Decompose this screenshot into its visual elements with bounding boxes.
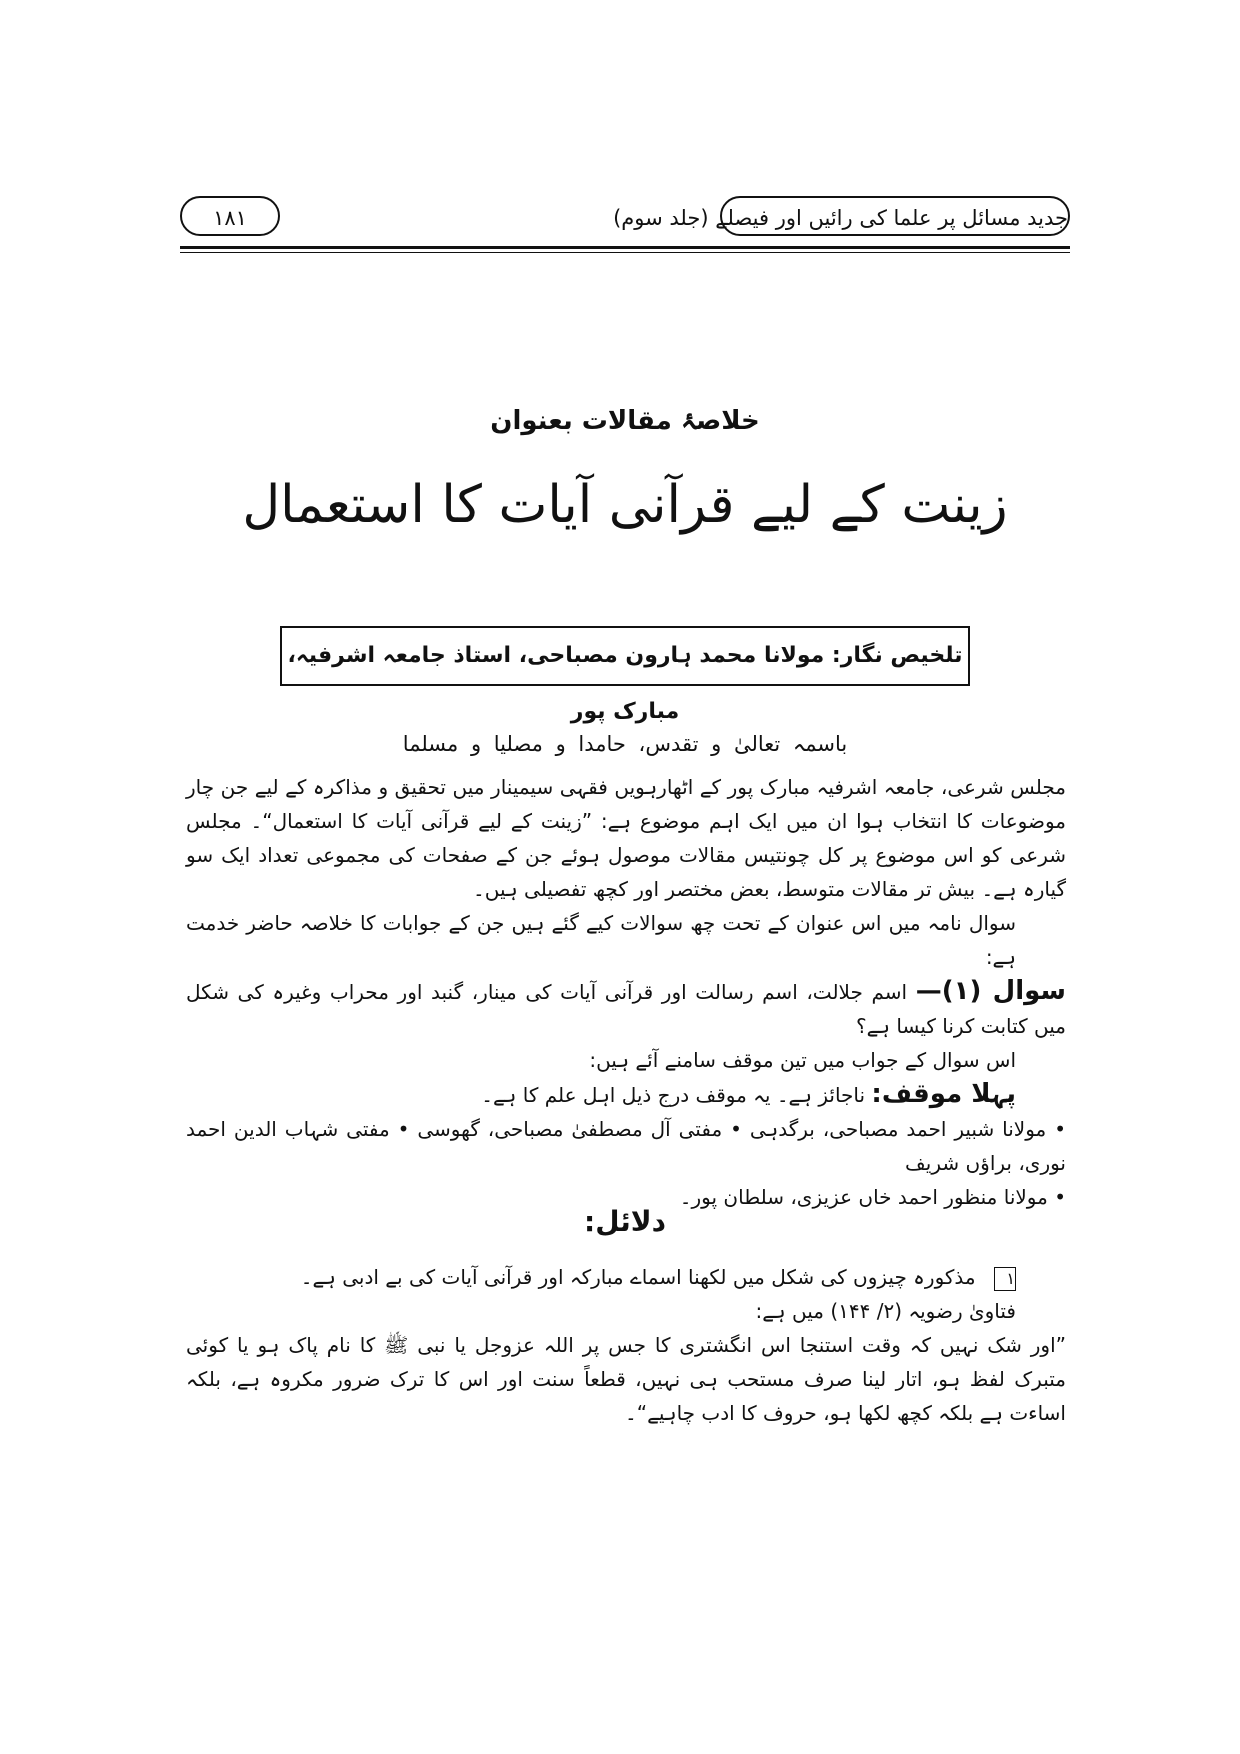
header-rule-thin bbox=[180, 252, 1070, 253]
answers-intro: اس سوال کے جواب میں تین موقف سامنے آئے ہیں: bbox=[589, 1048, 1016, 1072]
evidence-heading: دلائل: bbox=[584, 1205, 666, 1238]
evidence-1 bbox=[186, 1260, 1066, 1294]
question-1 bbox=[186, 974, 1066, 1043]
evidence-number-box: ۱ bbox=[994, 1267, 1016, 1291]
body-section-1 bbox=[186, 770, 1066, 1214]
page-number: ۱۸۱ bbox=[180, 196, 280, 236]
fatawa-reference: فتاویٰ رضویہ (۲/ ۱۴۴) میں ہے: bbox=[755, 1299, 1016, 1323]
evidence-1-text: مذکورہ چیزوں کی شکل میں لکھنا اسماے مبارکہ اور قرآنی آیات کی بے ادبی ہے۔ bbox=[300, 1265, 976, 1289]
header-rule-thick bbox=[180, 246, 1070, 249]
intro-paragraph: مجلس شرعی، جامعہ اشرفیہ مبارک پور کے اٹھارہویں فقہی سیمینار میں تحقیق و مذاکرہ کے لیے جن چار موضوعات کا انتخاب ہوا ان میں ایک اہم موضوع ہے: ”زینت کے لیے قرآنی آیات کا استعمال“۔ مجلس شرعی کو اس موضوع پر کل چونتیس مقالات موصول ہوئے جن کے صفحات کی مجموعی تعداد ایک سو گیارہ ہے۔ بیش تر مقالات متوسط، بعض مختصر اور کچھ تفصیلی ہیں۔ bbox=[186, 775, 1066, 901]
scholars-line-2: • مولانا منظور احمد خاں عزیزی، سلطان پور۔ bbox=[679, 1185, 1066, 1209]
quotation: ”اور شک نہیں کہ وقت استنجا اس انگشتری کا جس پر اللہ عزوجل یا نبی ﷺ کا نام پاک ہو یا کوئی متبرک لفظ ہو، اتار لینا صرف مستحب ہی نہیں، قطعاً سنت اور اس کا ترک ضرور مکروہ ہے، بلکہ اساءت ہے بلکہ کچھ لکھا ہو، حروف کا ادب چاہیے“۔ bbox=[186, 1333, 1066, 1425]
summarizer-box: تلخیص نگار: مولانا محمد ہارون مصباحی، استاذ جامعہ اشرفیہ، مبارک پور bbox=[280, 626, 970, 686]
page-title: زینت کے لیے قرآنی آیات کا استعمال bbox=[242, 475, 1008, 535]
question-1-text: اسم جلالت، اسم رسالت اور قرآنی آیات کی مینار، گنبد اور محراب وغیرہ کی شکل میں کتابت کرنا کیسا ہے؟ bbox=[186, 980, 1066, 1038]
question-1-label: سوال (۱)— bbox=[915, 976, 1066, 1006]
questions-intro: سوال نامہ میں اس عنوان کے تحت چھ سوالات کیے گئے ہیں جن کے جوابات کا خلاصہ حاضر خدمت ہے: bbox=[186, 911, 1016, 969]
section-kicker: خلاصۂ مقالات بعنوان bbox=[490, 406, 760, 436]
running-title: جدید مسائل پر علما کی رائیں اور فیصلے (جلد سوم) bbox=[720, 196, 1070, 236]
first-position bbox=[186, 1077, 1066, 1112]
scholars-line-1: • مولانا شبیر احمد مصباحی، برگدہی • مفتی آل مصطفیٰ مصباحی، گھوسی • مفتی شہاب الدین احمد نوری، براؤں شریف bbox=[186, 1117, 1066, 1175]
first-position-text: ناجائز ہے۔ یہ موقف درج ذیل اہل علم کا ہے۔ bbox=[481, 1083, 866, 1107]
invocation-line: باسمہ تعالیٰ و تقدس، حامدا و مصلیا و مسلما bbox=[402, 732, 848, 756]
body-section-2 bbox=[186, 1260, 1066, 1430]
running-header bbox=[180, 196, 1070, 240]
first-position-label: پہلا موقف: bbox=[871, 1079, 1016, 1109]
